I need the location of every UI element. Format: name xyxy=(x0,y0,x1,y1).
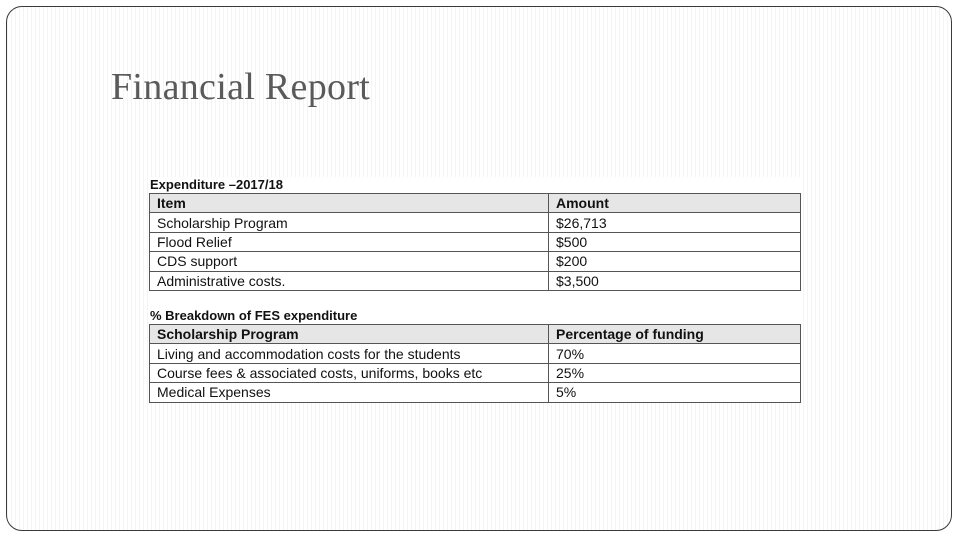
table-header-row xyxy=(150,194,801,213)
cost-category-cell: Living and accommodation costs for the students xyxy=(150,344,549,363)
column-header-percentage: Percentage of funding xyxy=(549,324,801,343)
percentage-cell: 25% xyxy=(549,363,801,382)
item-cell: CDS support xyxy=(150,252,549,271)
expenditure-caption: Expenditure –2017/18 xyxy=(150,177,283,192)
amount-cell: $3,500 xyxy=(549,271,801,290)
percentage-cell: 70% xyxy=(549,344,801,363)
amount-cell: $26,713 xyxy=(549,213,801,232)
table-row xyxy=(150,232,801,251)
table-row xyxy=(150,363,801,382)
breakdown-caption: % Breakdown of FES expenditure xyxy=(150,307,358,323)
table-row xyxy=(150,271,801,290)
table-row xyxy=(150,383,801,402)
column-header-item: Item xyxy=(150,194,549,213)
table-header-row xyxy=(150,324,801,343)
item-cell: Scholarship Program xyxy=(150,213,549,232)
slide-title: Financial Report xyxy=(111,66,371,108)
amount-cell: $500 xyxy=(549,232,801,251)
table-row xyxy=(150,344,801,363)
column-header-amount: Amount xyxy=(549,194,801,213)
amount-cell: $200 xyxy=(549,252,801,271)
table-row xyxy=(150,213,801,232)
item-cell: Administrative costs. xyxy=(150,271,549,290)
spacer xyxy=(149,291,801,308)
cost-category-cell: Medical Expenses xyxy=(150,383,549,402)
expenditure-table xyxy=(149,193,801,291)
column-header-program: Scholarship Program xyxy=(150,324,549,343)
table-row xyxy=(150,252,801,271)
slide-frame xyxy=(6,6,952,531)
percentage-cell: 5% xyxy=(549,383,801,402)
cost-category-cell: Course fees & associated costs, uniforms, books etc xyxy=(150,363,549,382)
item-cell: Flood Relief xyxy=(150,232,549,251)
report-content xyxy=(149,177,801,403)
breakdown-table xyxy=(149,324,801,403)
